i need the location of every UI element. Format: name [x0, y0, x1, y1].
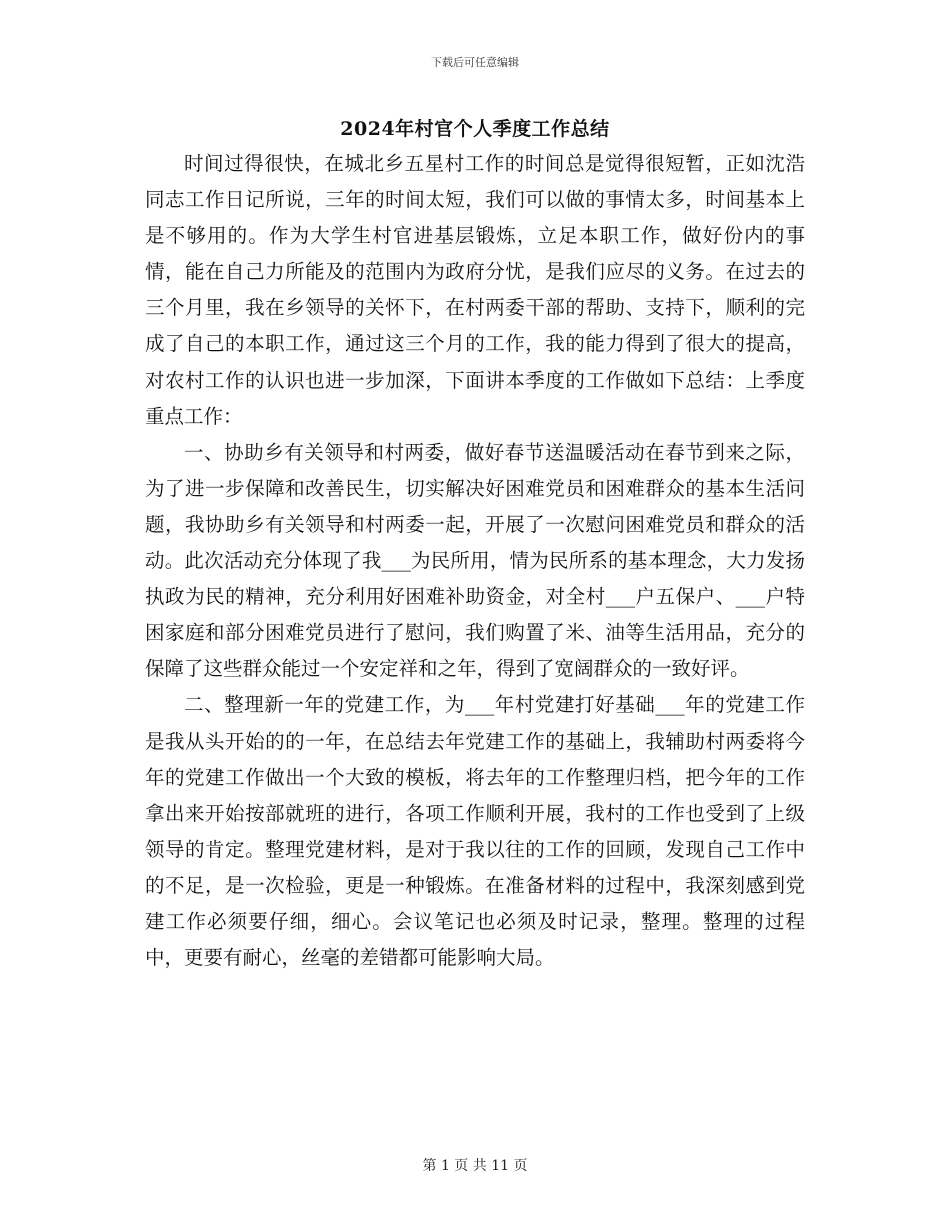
- paragraph-intro: 时间过得很快，在城北乡五星村工作的时间总是觉得很短暂，正如沈浩同志工作日记所说，三年的时间太短，我们可以做的事情太多，时间基本上是不够用的。作为大学生村官进基层锻炼，立足本职工作，做好份内的事情，能在自己力所能及的范围内为政府分忧，是我们应尽的义务。在过去的三个月里，我在乡领导的关怀下，在村两委干部的帮助、支持下，顺利的完成了自己的本职工作，通过这三个月的工作，我的能力得到了很大的提高，对农村工作的认识也进一步加深，下面讲本季度的工作做如下总结：上季度重点工作：: [145, 152, 805, 428]
- document-title: 2024年村官个人季度工作总结: [340, 118, 610, 140]
- page-number: 第 1 页 共 11 页: [422, 1158, 528, 1174]
- paragraph-section-2: 二、整理新一年的党建工作，为___年村党建打好基础___年的党建工作是我从头开始的的一年，在总结去年党建工作的基础上，我辅助村两委将今年的党建工作做出一个大致的模板，将去年的工作整理归档，把今年的工作拿出来开始按部就班的进行，各项工作顺利开展，我村的工作也受到了上级领导的肯定。整理党建材料，是对于我以往的工作的回顾，发现自己工作中的不足，是一次检验，更是一种锻炼。在准备材料的过程中，我深刻感到党建工作必须要仔细，细心。会议笔记也必须及时记录，整理。整理的过程中，更要有耐心，丝毫的差错都可能影响大局。: [145, 693, 805, 970]
- paragraph-section-1: 一、协助乡有关领导和村两委，做好春节送温暖活动在春节到来之际，为了进一步保障和改善民生，切实解决好困难党员和困难群众的基本生活问题，我协助乡有关领导和村两委一起，开展了一次慰问困难党员和群众的活动。此次活动充分体现了我___为民所用，情为民所系的基本理念，大力发扬执政为民的精神，充分利用好困难补助资金，对全村___户五保户、___户特困家庭和部分困难党员进行了慰问，我们购置了米、油等生活用品，充分的保障了这些群众能过一个安定祥和之年，得到了宽阔群众的一致好评。: [145, 440, 805, 681]
- header-note: 下载后可任意编辑: [431, 56, 519, 69]
- document-body: [145, 146, 805, 976]
